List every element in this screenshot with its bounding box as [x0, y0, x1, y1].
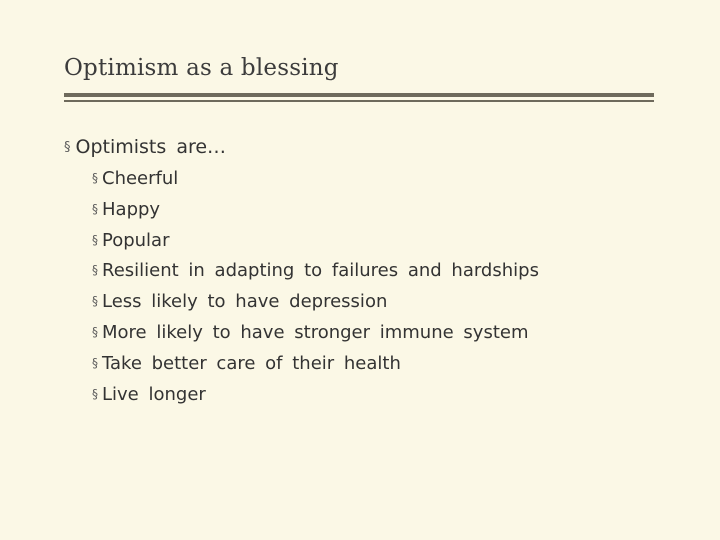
sub-bullet-item: [92, 348, 539, 379]
sub-bullet-text: Take better care of their health: [102, 352, 401, 374]
bullet-icon: §: [92, 294, 98, 309]
title-divider-thick: [64, 93, 654, 97]
bullet-icon: §: [92, 324, 98, 339]
sub-bullet-item: [92, 379, 539, 410]
bullet-icon: §: [92, 355, 98, 370]
sub-bullet-item: [92, 286, 539, 317]
bullet-icon: §: [92, 232, 98, 247]
bullet-icon: §: [92, 386, 98, 401]
sub-bullet-item: [92, 163, 539, 194]
main-point-text: Optimists are…: [75, 136, 227, 158]
sub-bullet-text: Popular: [102, 229, 170, 251]
sub-bullet-text: Cheerful: [102, 168, 179, 189]
bullet-icon: §: [92, 201, 98, 216]
bullet-icon: §: [92, 171, 98, 185]
sub-bullet-item: [92, 225, 539, 256]
slide-title: Optimism as a blessing: [64, 55, 339, 81]
sub-bullet-item: [92, 194, 539, 225]
sub-bullet-item: [92, 255, 539, 286]
sub-bullet-text: Resilient in adapting to failures and hardships: [102, 260, 539, 282]
bullet-icon: §: [64, 140, 71, 155]
title-divider-thin: [64, 100, 654, 102]
sub-bullet-item: [92, 317, 539, 348]
sub-bullet-text: More likely to have stronger immune system: [102, 321, 529, 343]
sub-bullet-text: Happy: [102, 198, 161, 220]
sub-bullet-text: Less likely to have depression: [102, 291, 388, 313]
sub-bullet-text: Live longer: [102, 383, 206, 405]
sub-bullet-list: [92, 163, 539, 409]
main-bullet-point: [64, 133, 226, 162]
bullet-icon: §: [92, 263, 98, 278]
